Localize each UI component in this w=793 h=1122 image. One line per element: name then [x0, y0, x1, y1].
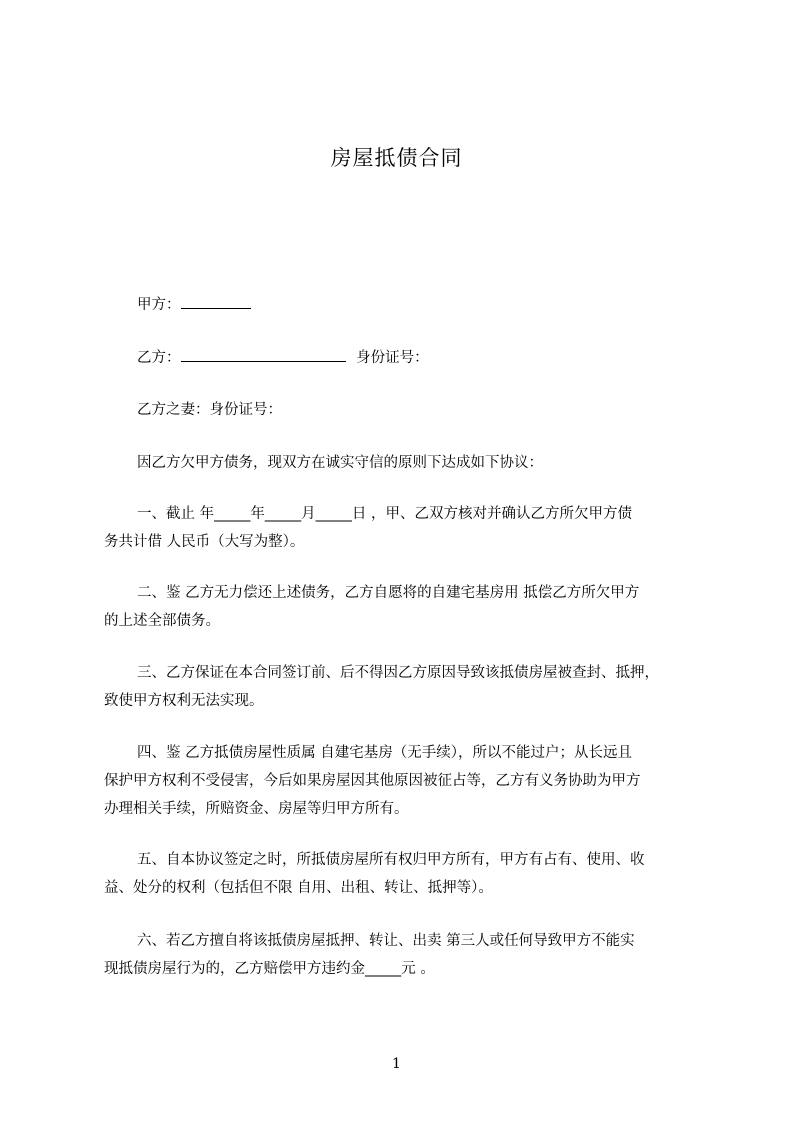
- intro-line: 因乙方欠甲方债务，现双方在诚实守信的原则下达成如下协议：: [137, 455, 543, 471]
- party-b-blank: [181, 347, 346, 362]
- party-b-id-label: 身份证号：: [356, 350, 429, 366]
- clause-2-line-1: 二、鉴 乙方无力偿还上述债务，乙方自愿将的自建宅基房用 抵偿乙方所欠甲方: [137, 585, 640, 601]
- clause-4: [104, 739, 704, 823]
- clause-6-line-2: 现抵债房屋行为的，乙方赔偿甲方违约金_____元 。: [104, 961, 435, 977]
- clause-1-line-2: 务共计借 人民币（大写为整）。: [104, 534, 305, 550]
- clause-6-line-1: 六、若乙方擅自将该抵债房屋抵押、转让、出卖 第三人或任何导致甲方不能实: [137, 933, 635, 949]
- clause-4-line-1: 四、鉴 乙方抵债房屋性质属 自建宅基房（无手续），所以不能过户；从长远且: [137, 745, 632, 761]
- clause-5: [104, 846, 704, 902]
- clause-2: [104, 579, 704, 635]
- clause-5-line-1: 五、自本协议签定之时，所抵债房屋所有权归甲方所有，甲方有占有、使用、收: [137, 852, 645, 868]
- clause-3-line-2: 致使甲方权利无法实现。: [104, 693, 264, 709]
- clause-2-line-2: 的上述全部债务。: [104, 613, 220, 629]
- document-title: 房屋抵债合同: [330, 146, 463, 170]
- clause-3-line-1: 三、乙方保证在本合同签订前、后不得因乙方原因导致该抵债房屋被查封、抵押，: [137, 665, 659, 681]
- page-number: 1: [392, 1056, 401, 1072]
- clause-1: [104, 500, 704, 556]
- party-a-label: 甲方：: [137, 297, 181, 313]
- party-b-line: [137, 346, 429, 367]
- clause-4-line-2: 保护甲方权利不受侵害，今后如果房屋因其他原因被征占等，乙方有义务协助为甲方: [104, 773, 641, 789]
- clause-1-line-1: 一、截止 年_____年_____月_____日 ，甲、乙双方核对并确认乙方所欠甲方债: [137, 506, 632, 522]
- clause-3: [104, 659, 704, 715]
- party-a-blank: [181, 294, 251, 309]
- clause-6: [104, 927, 704, 983]
- clause-5-line-2: 益、处分的权利（包括但不限 自用、出租、转让、抵押等）。: [104, 880, 493, 896]
- party-b-spouse-line: 乙方之妻：身份证号：: [137, 402, 282, 418]
- clause-4-line-3: 办理相关手续，所赔资金、房屋等归甲方所有。: [104, 801, 409, 817]
- party-a-line: [137, 293, 251, 314]
- party-b-label: 乙方：: [137, 350, 181, 366]
